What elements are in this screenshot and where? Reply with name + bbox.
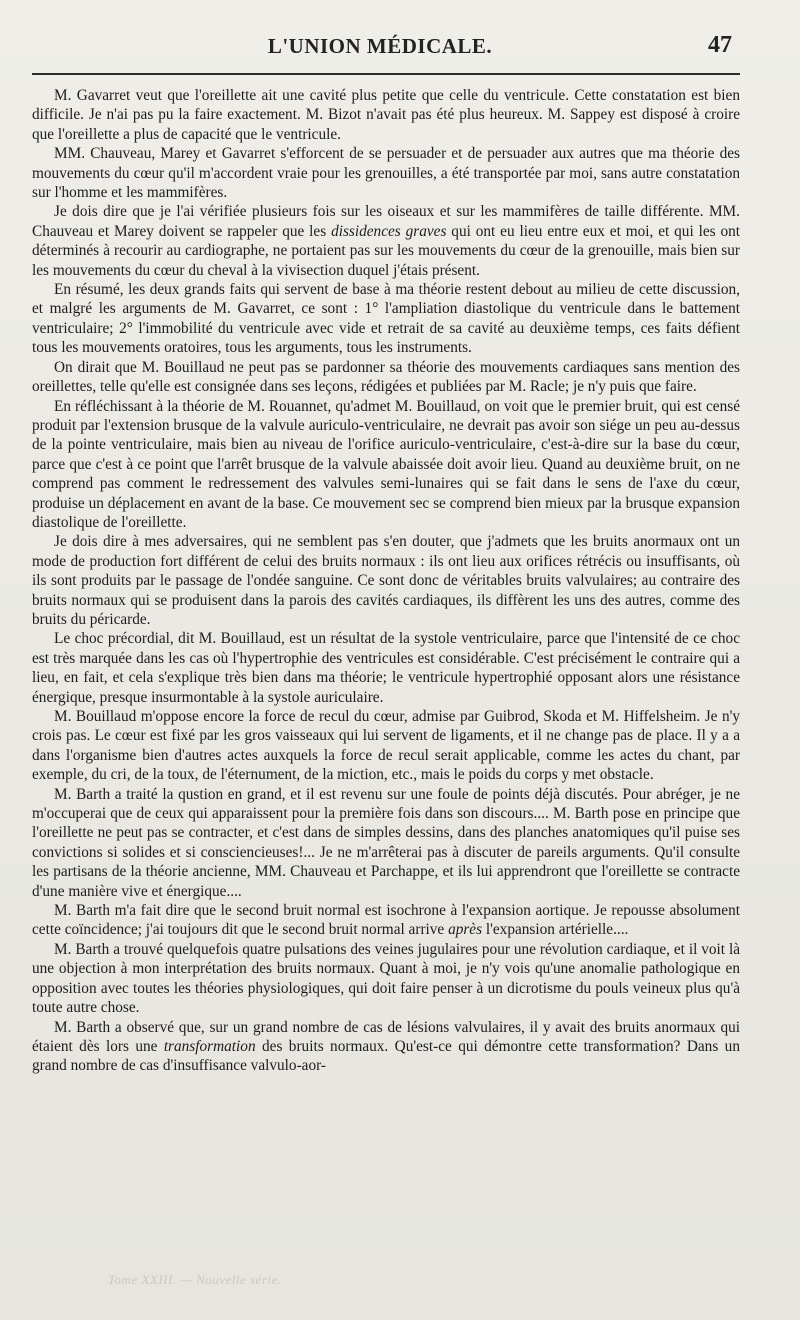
paragraph-text: On dirait que M. Bouillaud ne peut pas se pardonner sa théorie des mouvements cardiaques sans mention des oreillettes, telle qu'elle est consignée dans ses leçons, rédigées et publiées par M. Racle; je n'y puis que faire.: [32, 358, 740, 396]
paragraph: [32, 202, 740, 280]
paragraph: [32, 86, 740, 144]
paragraph-text: En résumé, les deux grands faits qui servent de base à ma théorie restent debout au milieu de cette discussion, et malgré les arguments de M. Gavarret, ce sont : 1° l'ampliation diastolique du ventricule dans le battement ventriculaire; 2° l'immobilité du ventricule avec vide et retrait de sa cavité au deuxième temps, ces faits défient tous les mouvements oratoires, tous les arguments, tous les instruments.: [32, 281, 740, 357]
header-rule: [32, 73, 740, 75]
paragraph-text: Le choc précordial, dit M. Bouillaud, est un résultat de la systole ventriculaire, parce que l'intensité de ce choc est très marquée dans les cas où l'hypertrophie des ventricules est considérable. C'est précisément le contraire qui a lieu, en fait, et cela s'explique très bien dans ma théorie; le ventricule hypertrophié opposant alors une résistance énergique, presque insurmontable à la systole auriculaire.: [32, 630, 740, 706]
paragraph-text: l'expansion artérielle....: [482, 921, 629, 939]
paragraph: [32, 358, 740, 397]
paragraph: [32, 629, 740, 707]
paragraph: [32, 785, 740, 901]
paragraph-text: Je dois dire à mes adversaires, qui ne semblent pas s'en douter, que j'admets que les bruits anormaux ont un mode de production fort différent de celui des bruits normaux : ils ont lieu aux orifices rétrécis ou insuffisants, où ils sont produits par le passage de l'ondée sanguine. Ce sont donc de véritables bruits valvulaires; au contraire des bruits normaux qui se produisent dans la parois des cavités cardiaques, ils diffèrent les uns des autres, comme des bruits du péricarde.: [32, 533, 740, 628]
paragraph-text: M. Barth m'a fait dire que le second bruit normal est isochrone à l'expansion aortique. Je repousse absolument cette coïncidence; j'ai toujours dit que le second bruit normal arrive: [32, 902, 740, 939]
page-number: 47: [708, 32, 732, 58]
paragraph: [32, 940, 740, 1018]
running-title: L'UNION MÉDICALE.: [267, 34, 493, 58]
paragraph-text: Je dois dire que je l'ai vérifiée plusieurs fois sur les oiseaux et sur les mammifères de taille différente. MM. Chauveau et Marey doivent se rappeler que les: [32, 203, 740, 240]
paragraph-text: M. Barth a observé que, sur un grand nombre de cas de lésions valvulaires, il y avait des bruits anormaux qui étaient dès lors une: [32, 1018, 740, 1055]
italic-phrase: transformation: [163, 1037, 256, 1055]
footer-signature: Tome XXIII. — Nouvelle série.: [108, 1272, 282, 1287]
paragraph-text: M. Bouillaud m'oppose encore la force de recul du cœur, admise par Guibrod, Skoda et M. Hiffelsheim. Je n'y crois pas. Le cœur est fixé par les gros vaisseaux qui lui servent de ligaments, et il ne change pas de place. Il y a a dans l'organisme bien d'autres actes auxquels la force de recul serait applicable, comme les actes du chant, par exemple, du cri, de la toux, de l'éternument, de la miction, etc., mais le poids du corps y met obstacle.: [32, 708, 740, 784]
body-text: [32, 86, 740, 1076]
paragraph: [32, 532, 740, 629]
italic-phrase: après: [448, 921, 483, 939]
paragraph-text: qui ont eu lieu entre eux et moi, et qui les ont déterminés à recourir au cardiographe, ne portaient pas sur les mouvements du cœur de la grenouille, mais bien sur les mouvements du cœur du cheval à la vivisection duquel j'étais présent.: [32, 222, 741, 279]
italic-phrase: dissidences graves: [331, 222, 447, 240]
paragraph: [32, 280, 740, 358]
paragraph: [32, 144, 740, 202]
paragraph-text: M. Barth a trouvé quelquefois quatre pulsations des veines jugulaires pour une révolution cardiaque, et il voit là une objection à mon interprétation des bruits normaux. Quant à moi, je n'y vois qu'une anomalie pathologique en opposition avec toutes les théories physiologiques, qui doit faire penser à un dicrotisme du pouls veineux plus qu'à toute autre chose.: [32, 940, 740, 1017]
paragraph: [32, 707, 740, 785]
paragraph-text: des bruits normaux. Qu'est-ce qui démontre cette transformation? Dans un grand nombre de cas d'insuffisance valvulo-aor-: [32, 1037, 740, 1075]
paragraph-text: MM. Chauveau, Marey et Gavarret s'efforcent de se persuader et de persuader aux autres que ma théorie des mouvements du cœur qu'il m'accordent vraie pour les grenouilles, a été transportée par moi, sans autre constatation sur l'homme et les mammifères.: [32, 145, 740, 202]
paragraph: [32, 1018, 740, 1076]
paragraph: [32, 397, 740, 533]
paragraph-text: M. Gavarret veut que l'oreillette ait une cavité plus petite que celle du ventricule. Cette constatation est bien difficile. Je n'ai pas pu la faire exactement. M. Bizot n'avait pas été plus heureux. M. Sappey est disposé à croire que l'oreillette a plus de capacité que le ventricule.: [32, 87, 740, 143]
paragraph-text: En réfléchissant à la théorie de M. Rouannet, qu'admet M. Bouillaud, on voit que le premier bruit, qui est censé produit par l'extension brusque de la valvule auriculo-ventriculaire, ne devrait pas avoir son siége un peu au-dessus de la pointe ventriculaire, mais bien au niveau de l'orifice auriculo-ventriculaire, c'est-à-dire sur la base du cœur, parce que c'est à ce point que l'arrêt brusque de la valvule abaissée doit avoir lieu. Quand au deuxième bruit, on ne comprend pas comment le redressement des valvules semi-lunaires qui se fait dans le sens de l'axe du cœur, produise un déplacement en avant de la base. Ce mouvement sec se comprend bien mieux par la brusque expansion diastolique de l'oreillette.: [32, 397, 740, 531]
page-header: [30, 34, 730, 66]
paragraph-text: M. Barth a traité la qustion en grand, et il est revenu sur une foule de points déjà discutés. Pour abréger, je ne m'occuperai que de ceux qui apparaissent pour la première fois dans son discours.... M. Barth pose en principe que l'oreillette ne peut pas se contracter, et c'est dans de simples dessins, dans des planches anatomiques qu'il puise ses convictions si solides et si consciencieuses!... Je ne m'arrêterai pas à discuter de pareils arguments. Qu'il consulte les partisans de la théorie ancienne, MM. Chauveau et Parchappe, et ils lui apprendront que l'oreillette se contracte d'une manière vive et énergique....: [32, 785, 740, 900]
paragraph: [32, 901, 740, 940]
